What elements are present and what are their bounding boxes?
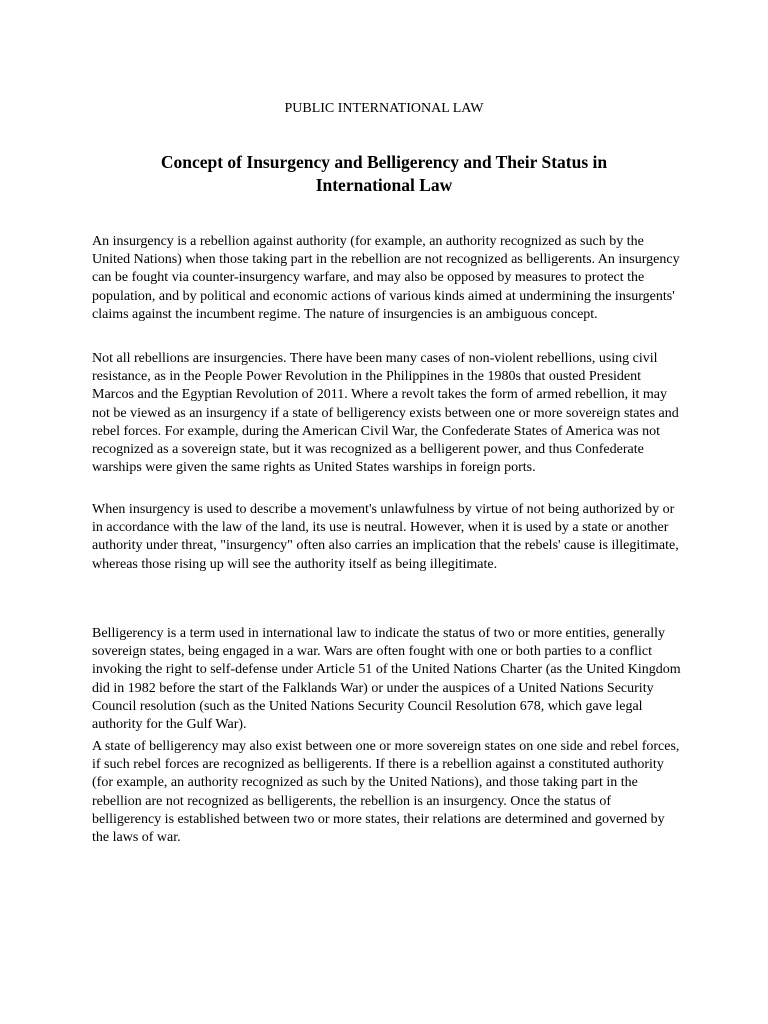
paragraph-insurgency-definition: An insurgency is a rebellion against authority (for example, an authority recognized as such by the United Nations) when those taking part in the rebellion are not recognized as belligerents. An insurgency can be fought via counter-insurgency warfare, and may also be opposed by measures to protect the population, and by political and economic actions of various kinds aimed at undermining the insurgents' claims against the incumbent regime. The nature of insurgencies is an ambiguous concept. (92, 234, 680, 322)
paragraph-state-of-belligerency: A state of belligerency may also exist between one or more sovereign states on one side and rebel forces, if such rebel forces are recognized as belligerents. If there is a rebellion against a constituted authority (for example, an authority recognized as such by the United Nations), and those taking part in the rebellion are not recognized as belligerents, the rebellion is an insurgency. Once the status of belligerency is established between two or more states, their relations are determined and governed by the laws of war. (92, 739, 680, 846)
paragraph-belligerency-definition: Belligerency is a term used in international law to indicate the status of two or more entities, generally sovereign states, being engaged in a war. Wars are often fought with one or both parties to a conflict invoking the right to self-defense under Article 51 of the United Nations Charter (as the United Kingdom did in 1982 before the start of the Falklands War) or under the auspices of a United Nations Security Council resolution (such as the United Nations Security Council Resolution 678, which gave legal authority for the Gulf War). (92, 626, 681, 733)
title-line-2: International Law (315, 174, 453, 195)
paragraph-non-violent-rebellions: Not all rebellions are insurgencies. There have been many cases of non-violent rebellions, using civil resistance, as in the People Power Revolution in the Philippines in the 1980s that ousted President Marcos and the Egyptian Revolution of 2011. Where a revolt takes the form of armed rebellion, it may not be viewed as an insurgency if a state of belligerency exists between one or more sovereign states and rebel forces. For example, during the American Civil War, the Confederate States of America was not recognized as a sovereign state, but it was recognized as a belligerent power, and thus Confederate warships were given the same rights as United States warships in foreign ports. (92, 351, 679, 476)
document-title (0, 151, 768, 196)
paragraph-insurgency-usage: When insurgency is used to describe a movement's unlawfulness by virtue of not being authorized by or in accordance with the law of the land, its use is neutral. However, when it is used by a state or another authority under threat, "insurgency" often also carries an implication that the rebels' cause is illegitimate, whereas those rising up will see the authority itself as being illegitimate. (92, 502, 679, 572)
title-line-1: Concept of Insurgency and Belligerency and Their Status in (160, 152, 608, 172)
document-header: PUBLIC INTERNATIONAL LAW (284, 101, 484, 116)
